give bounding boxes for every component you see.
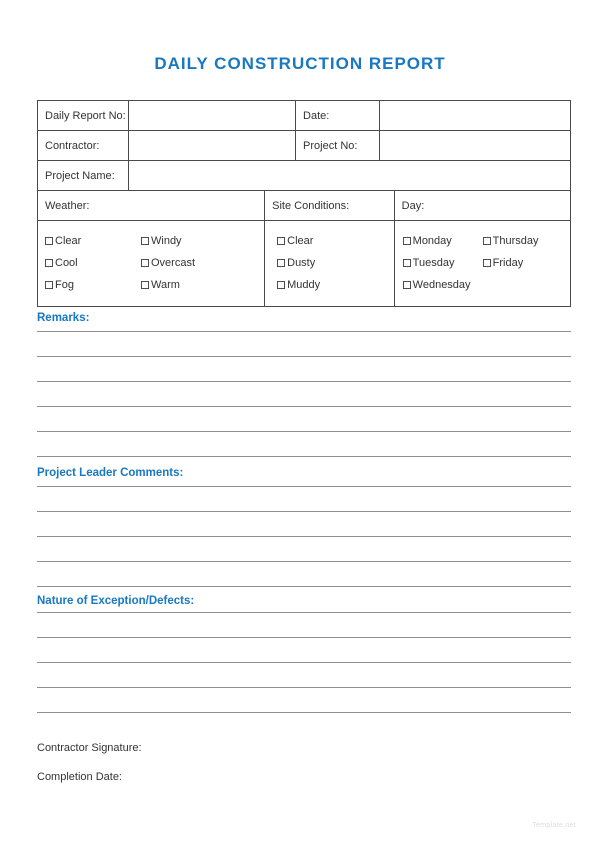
checkbox-label: Clear [287, 235, 314, 247]
checkbox-icon [141, 237, 149, 245]
writing-line[interactable] [37, 537, 571, 562]
table-row [38, 101, 570, 131]
remarks-heading: Remarks: [37, 312, 90, 324]
contractor-label: Contractor: [38, 131, 129, 160]
date-field[interactable] [380, 101, 570, 130]
page-title: DAILY CONSTRUCTION REPORT [154, 54, 446, 73]
checkbox-label: Overcast [151, 257, 196, 269]
checkbox-icon [403, 237, 411, 245]
weather-options-cell [38, 221, 265, 306]
writing-line[interactable] [37, 688, 571, 713]
writing-line[interactable] [37, 512, 571, 537]
project-leader-comments-heading: Project Leader Comments: [37, 467, 184, 479]
completion-date-label: Completion Date: [37, 771, 122, 783]
checkbox-site-dusty[interactable] [277, 252, 320, 274]
contractor-field[interactable] [129, 131, 296, 160]
watermark: Template.net [532, 822, 576, 829]
checkbox-weather-fog[interactable] [45, 274, 141, 296]
checkbox-label: Windy [151, 235, 182, 247]
writing-line[interactable] [37, 382, 571, 407]
checkbox-icon [483, 237, 491, 245]
checkbox-icon [45, 281, 53, 289]
writing-line[interactable] [37, 487, 571, 512]
table-row-checkboxes [38, 221, 570, 306]
checkbox-icon [277, 259, 285, 267]
writing-line[interactable] [37, 638, 571, 663]
project-leader-comments-section [37, 466, 571, 587]
day-label: Day: [401, 199, 425, 212]
checkbox-icon [45, 259, 53, 267]
table-row [38, 131, 570, 161]
checkbox-icon [277, 237, 285, 245]
nature-of-exception-section [37, 594, 571, 713]
checkbox-label: Monday [412, 235, 452, 247]
checkbox-label: Cool [55, 257, 78, 269]
project-name-label: Project Name: [38, 161, 129, 190]
checkbox-day-friday[interactable] [483, 252, 539, 274]
writing-line[interactable] [37, 332, 571, 357]
checkbox-label: Warm [151, 279, 180, 291]
writing-line[interactable] [37, 407, 571, 432]
checkbox-day-monday[interactable] [403, 230, 483, 252]
checkbox-icon [403, 281, 411, 289]
checkbox-icon [403, 259, 411, 267]
daily-report-no-field[interactable] [129, 101, 296, 130]
checkbox-day-wednesday[interactable] [403, 274, 483, 296]
report-info-table [37, 100, 571, 307]
date-label: Date: [296, 101, 380, 130]
table-row [38, 161, 570, 191]
checkbox-site-muddy[interactable] [277, 274, 320, 296]
checkbox-icon [141, 281, 149, 289]
contractor-signature-label: Contractor Signature: [37, 742, 142, 754]
checkbox-weather-warm[interactable] [141, 274, 195, 296]
site-conditions-options-cell [265, 221, 395, 306]
checkbox-label: Clear [55, 235, 82, 247]
checkbox-icon [141, 259, 149, 267]
checkbox-label: Tuesday [412, 257, 455, 269]
project-no-label: Project No: [296, 131, 380, 160]
project-name-field[interactable] [129, 161, 570, 190]
writing-line[interactable] [37, 663, 571, 688]
weather-label: Weather: [38, 191, 265, 220]
writing-line[interactable] [37, 357, 571, 382]
checkbox-weather-cool[interactable] [45, 252, 141, 274]
checkbox-label: Friday [492, 257, 524, 269]
daily-report-no-label: Daily Report No: [38, 101, 129, 130]
site-conditions-label: Site Conditions: [265, 191, 395, 220]
checkbox-icon [277, 281, 285, 289]
nature-of-exception-heading: Nature of Exception/Defects: [37, 595, 195, 607]
day-options-cell [395, 221, 570, 306]
checkbox-site-clear[interactable] [277, 230, 320, 252]
checkbox-icon [45, 237, 53, 245]
writing-line[interactable] [37, 562, 571, 587]
remarks-section [37, 311, 571, 457]
checkbox-label: Fog [55, 279, 74, 291]
checkbox-icon [483, 259, 491, 267]
checkbox-label: Thursday [492, 235, 539, 247]
project-no-field[interactable] [380, 131, 570, 160]
checkbox-day-thursday[interactable] [483, 230, 539, 252]
checkbox-weather-clear[interactable] [45, 230, 141, 252]
checkbox-weather-windy[interactable] [141, 230, 195, 252]
checkbox-label: Muddy [287, 279, 321, 291]
writing-line[interactable] [37, 613, 571, 638]
writing-line[interactable] [37, 432, 571, 457]
table-row [38, 191, 570, 221]
checkbox-day-tuesday[interactable] [403, 252, 483, 274]
checkbox-weather-overcast[interactable] [141, 252, 195, 274]
checkbox-label: Dusty [287, 257, 316, 269]
checkbox-label: Wednesday [412, 279, 471, 291]
